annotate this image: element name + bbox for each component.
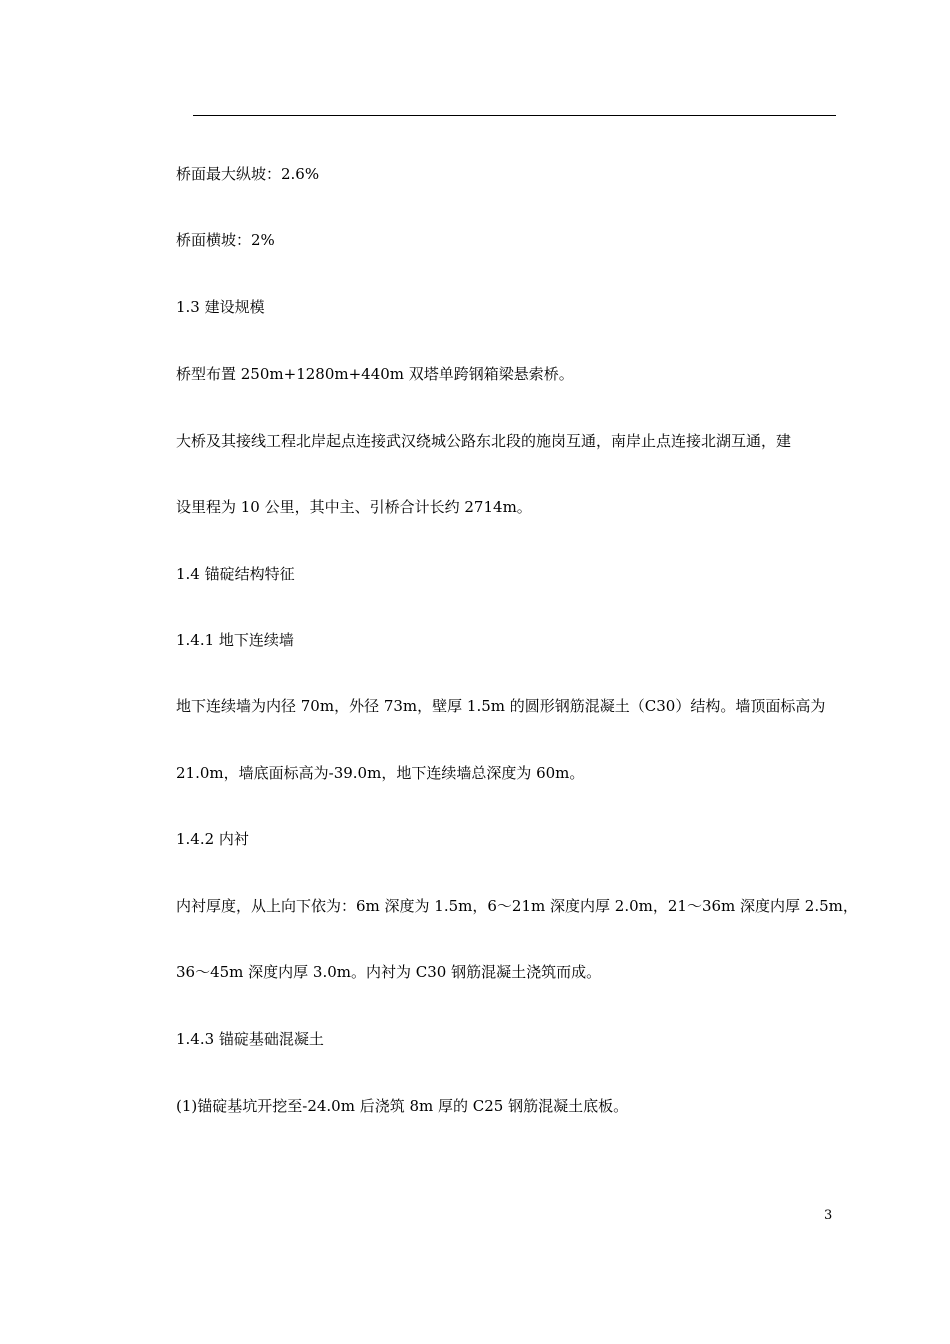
list-item: (1)锚碇基坑开挖至-24.0m 后浇筑 8m 厚的 C25 钢筋混凝土底板。: [176, 1097, 629, 1115]
spec-max-slope: 桥面最大纵坡：2.6%: [176, 165, 320, 183]
section-heading-1-4-3: 1.4.3 锚碇基础混凝土: [176, 1030, 324, 1048]
paragraph-line: 36～45m 深度内厚 3.0m。内衬为 C30 钢筋混凝土浇筑而成。: [176, 963, 602, 981]
paragraph-line: 21.0m，墙底面标高为-39.0m，地下连续墙总深度为 60m。: [176, 764, 585, 782]
section-heading-1-4: 1.4 锚碇结构特征: [176, 565, 295, 583]
spec-cross-slope: 桥面横坡：2%: [176, 231, 275, 249]
paragraph-bridge-layout: 桥型布置 250m+1280m+440m 双塔单跨钢箱梁悬索桥。: [176, 365, 574, 383]
section-heading-1-4-1: 1.4.1 地下连续墙: [176, 631, 294, 649]
section-heading-1-3: 1.3 建设规模: [176, 298, 265, 316]
header-rule: [193, 115, 836, 116]
paragraph-line: 内衬厚度，从上向下依为：6m 深度为 1.5m，6～21m 深度内厚 2.0m，21～36m 深度内厚 2.5m，: [176, 897, 858, 915]
section-heading-1-4-2: 1.4.2 内衬: [176, 830, 249, 848]
paragraph-line: 设里程为 10 公里，其中主、引桥合计长约 2714m。: [176, 498, 532, 516]
paragraph-line: 大桥及其接线工程北岸起点连接武汉绕城公路东北段的施岗互通，南岸止点连接北湖互通，建: [176, 432, 792, 450]
page-number: 3: [824, 1208, 833, 1223]
paragraph-line: 地下连续墙为内径 70m，外径 73m，壁厚 1.5m 的圆形钢筋混凝土（C30）结构。墙顶面标高为: [176, 697, 826, 715]
